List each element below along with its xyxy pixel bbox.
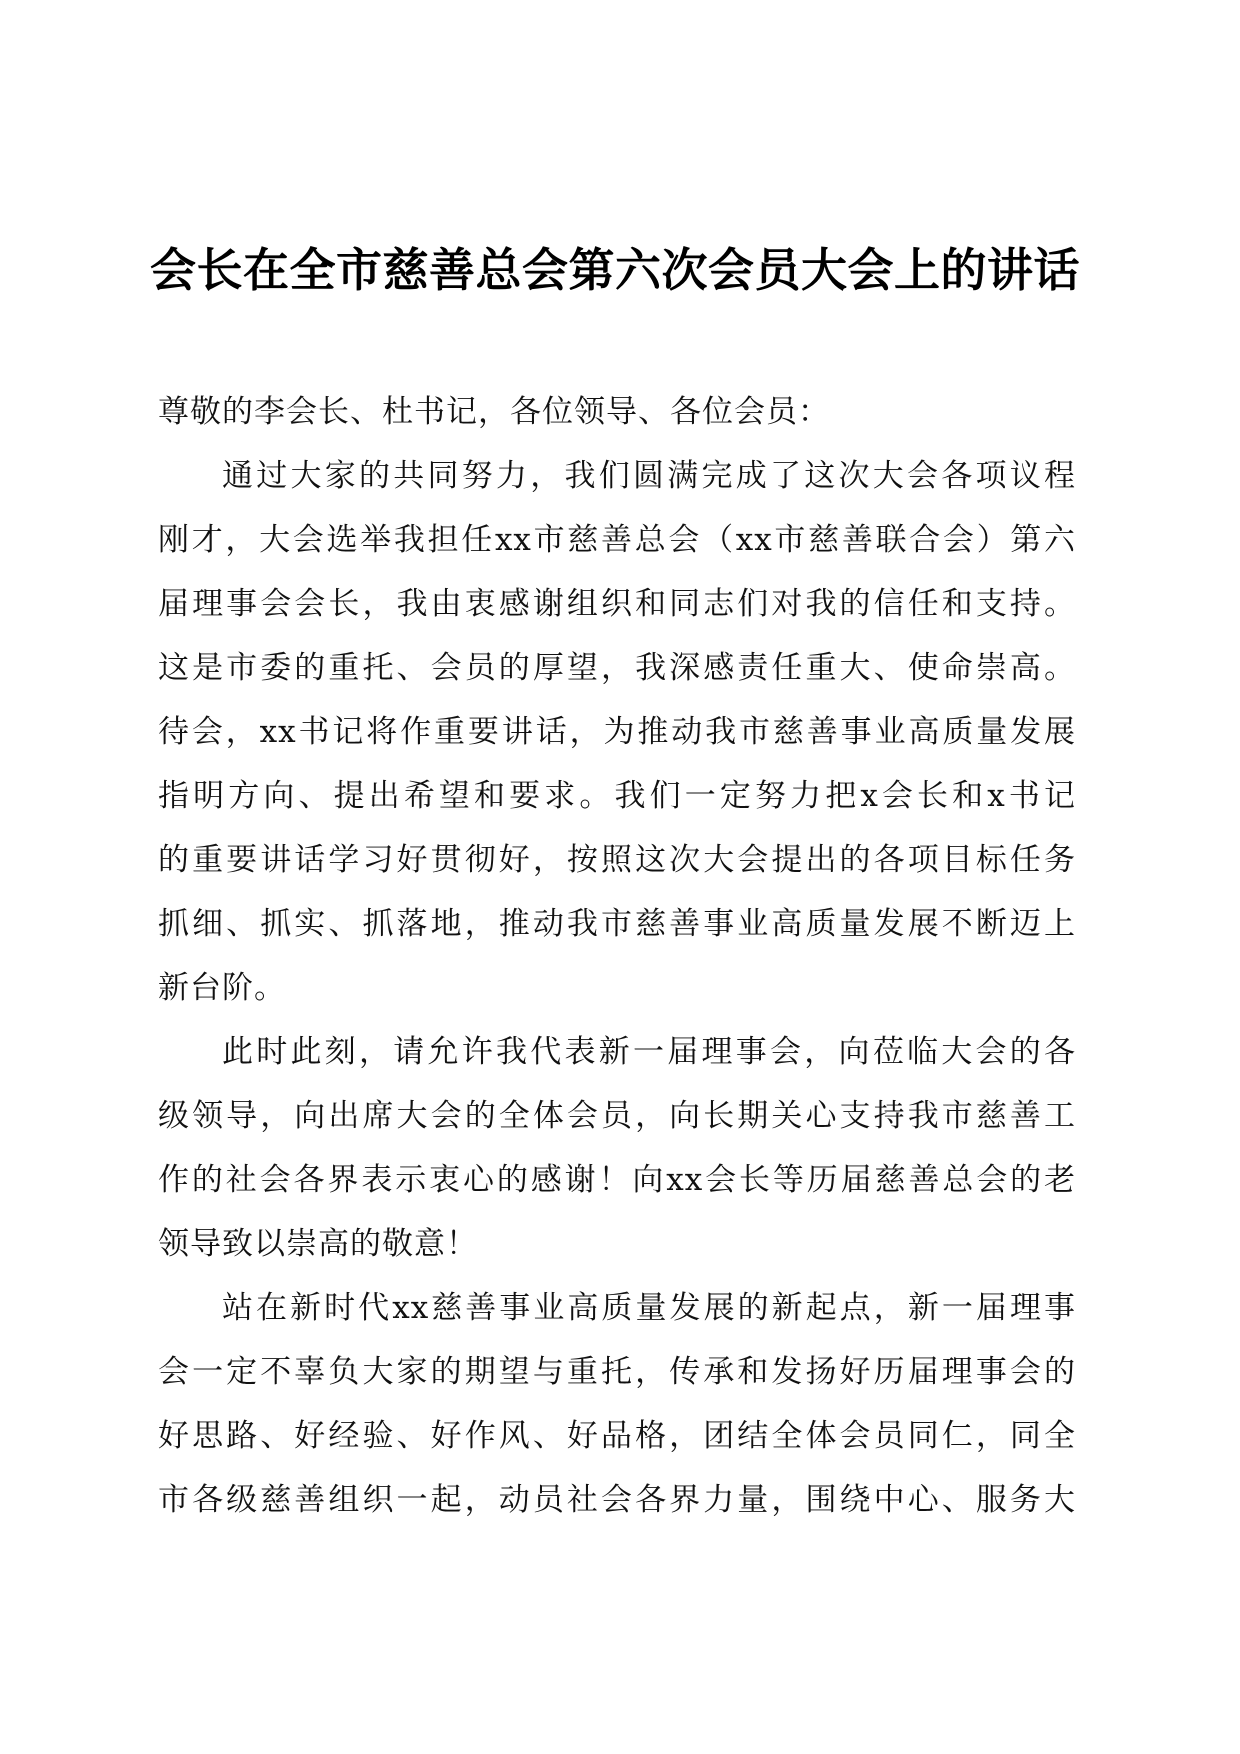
paragraph-3-line-1: 站在新时代xx慈善事业高质量发展的新起点，新一届理事 <box>222 1290 1076 1326</box>
paragraph-1-line-5: 待会，xx书记将作重要讲话，为推动我市慈善事业高质量发展 <box>158 714 1076 750</box>
paragraph-3-line-4: 市各级慈善组织一起，动员社会各界力量，围绕中心、服务大 <box>158 1482 1076 1518</box>
paragraph-2-line-2: 级领导，向出席大会的全体会员，向长期关心支持我市慈善工 <box>158 1098 1076 1134</box>
paragraph-2-line-3: 作的社会各界表示衷心的感谢！向xx会长等历届慈善总会的老 <box>158 1162 1076 1198</box>
paragraph-1-line-3: 届理事会会长，我由衷感谢组织和同志们对我的信任和支持。 <box>158 586 1076 622</box>
paragraph-1-line-1: 通过大家的共同努力，我们圆满完成了这次大会各项议程 <box>222 458 1076 494</box>
paragraph-3-line-3: 好思路、好经验、好作风、好品格，团结全体会员同仁，同全 <box>158 1418 1076 1454</box>
paragraph-1-line-2: 刚才，大会选举我担任xx市慈善总会（xx市慈善联合会）第六 <box>158 522 1076 558</box>
paragraph-1-line-9: 新台阶。 <box>158 970 286 1006</box>
paragraph-1-line-7: 的重要讲话学习好贯彻好，按照这次大会提出的各项目标任务 <box>158 842 1076 878</box>
paragraph-1-line-6: 指明方向、提出希望和要求。我们一定努力把x会长和x书记 <box>158 778 1076 814</box>
page-title: 会长在全市慈善总会第六次会员大会上的讲话 <box>150 243 1080 297</box>
paragraph-2-line-4: 领导致以崇高的敬意！ <box>158 1226 478 1262</box>
paragraph-3-line-2: 会一定不辜负大家的期望与重托，传承和发扬好历届理事会的 <box>158 1354 1076 1390</box>
paragraph-1-line-4: 这是市委的重托、会员的厚望，我深感责任重大、使命崇高。 <box>158 650 1076 686</box>
paragraph-2-line-1: 此时此刻，请允许我代表新一届理事会，向莅临大会的各 <box>222 1034 1076 1070</box>
paragraph-1-line-8: 抓细、抓实、抓落地，推动我市慈善事业高质量发展不断迈上 <box>158 906 1076 942</box>
document-body <box>158 380 1076 1532</box>
salutation: 尊敬的李会长、杜书记，各位领导、各位会员： <box>158 394 830 430</box>
